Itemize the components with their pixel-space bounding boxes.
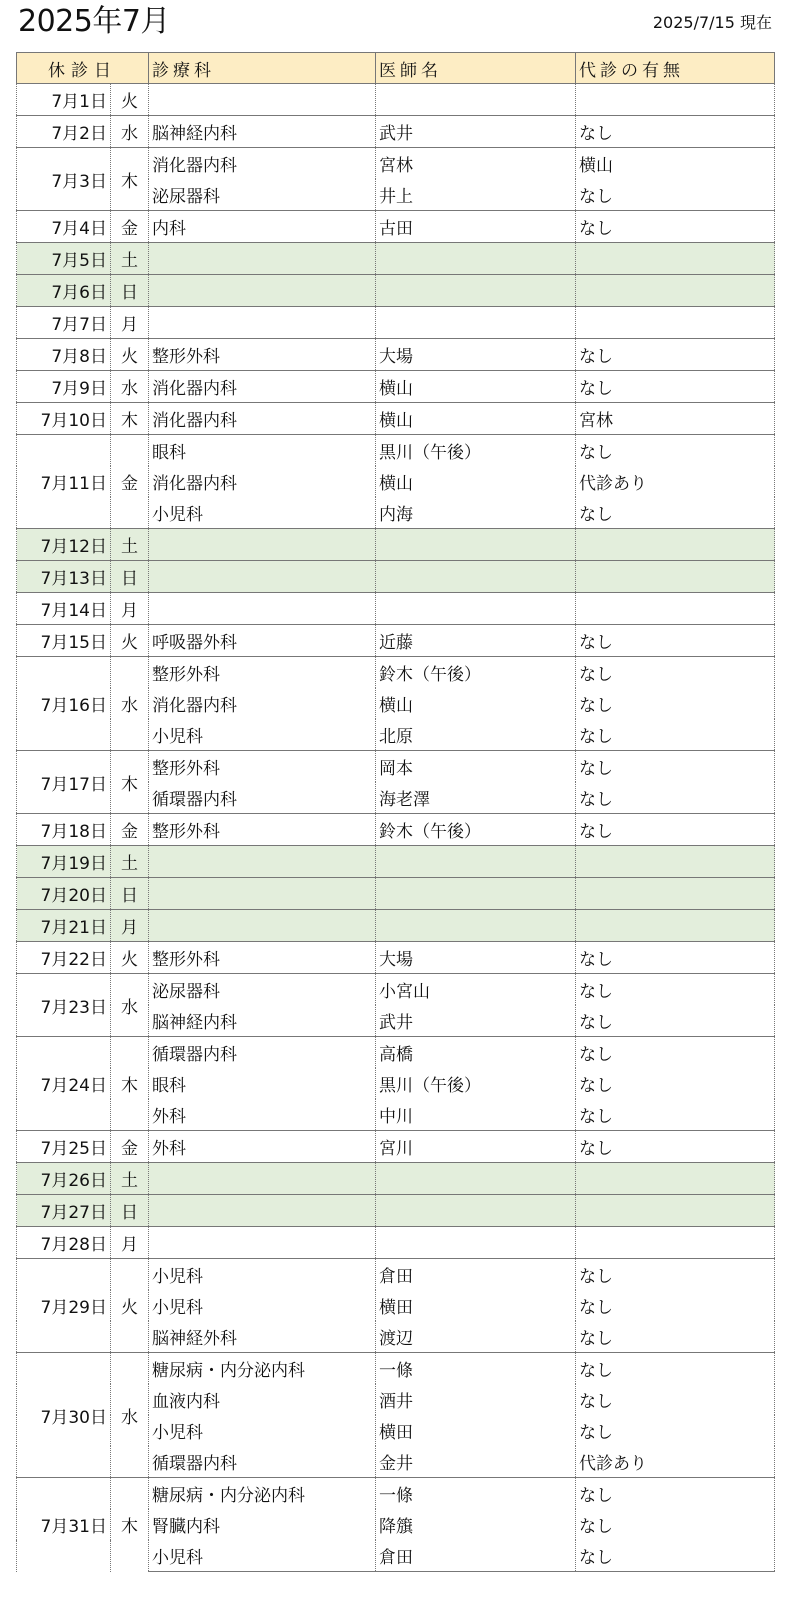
doctor-cell: 大場: [376, 339, 576, 371]
department-cell: 脳神経内科: [149, 1005, 376, 1037]
doctor-cell: 武井: [376, 1005, 576, 1037]
department-cell: 消化器内科: [149, 148, 376, 180]
weekday-cell: 土: [111, 1163, 149, 1195]
department-cell: 消化器内科: [149, 403, 376, 435]
doctor-cell: [376, 593, 576, 625]
doctor-cell: [376, 1227, 576, 1259]
weekday-cell: 金: [111, 1131, 149, 1163]
date-cell: 7月26日: [17, 1163, 111, 1195]
substitute-cell: [576, 846, 775, 878]
date-cell: 7月25日: [17, 1131, 111, 1163]
weekday-cell: 月: [111, 593, 149, 625]
table-row: [17, 878, 775, 910]
substitute-cell: 代診あり: [576, 466, 775, 497]
department-cell: [149, 307, 376, 339]
weekday-cell: 日: [111, 878, 149, 910]
weekday-cell: 水: [111, 657, 149, 751]
substitute-cell: [576, 243, 775, 275]
weekday-cell: 木: [111, 403, 149, 435]
substitute-cell: なし: [576, 657, 775, 689]
table-row: [17, 593, 775, 625]
substitute-cell: なし: [576, 497, 775, 529]
department-cell: 眼科: [149, 435, 376, 467]
table-row: [17, 657, 775, 689]
table-row: [17, 1353, 775, 1385]
weekday-cell: 木: [111, 751, 149, 814]
substitute-cell: なし: [576, 339, 775, 371]
weekday-cell: 水: [111, 371, 149, 403]
department-cell: 消化器内科: [149, 371, 376, 403]
department-cell: 小児科: [149, 1259, 376, 1291]
table-row: [17, 814, 775, 846]
table-row: [17, 1195, 775, 1227]
department-cell: 泌尿器科: [149, 179, 376, 211]
department-cell: 糖尿病・内分泌内科: [149, 1353, 376, 1385]
date-cell: 7月10日: [17, 403, 111, 435]
substitute-cell: [576, 593, 775, 625]
table-row: [17, 529, 775, 561]
substitute-cell: なし: [576, 1353, 775, 1385]
substitute-cell: なし: [576, 1384, 775, 1415]
weekday-cell: 金: [111, 435, 149, 529]
substitute-cell: [576, 910, 775, 942]
doctor-cell: [376, 1163, 576, 1195]
substitute-cell: なし: [576, 1068, 775, 1099]
department-cell: 脳神経外科: [149, 1321, 376, 1353]
department-cell: 循環器内科: [149, 782, 376, 814]
header-closure-day: 休診日: [17, 53, 149, 84]
weekday-cell: 月: [111, 307, 149, 339]
doctor-cell: [376, 275, 576, 307]
table-row: [17, 1259, 775, 1291]
substitute-cell: [576, 878, 775, 910]
table-row: [17, 371, 775, 403]
date-cell: 7月27日: [17, 1195, 111, 1227]
weekday-cell: 水: [111, 974, 149, 1037]
table-row: [17, 1131, 775, 1163]
substitute-cell: なし: [576, 1478, 775, 1510]
department-cell: [149, 275, 376, 307]
weekday-cell: 火: [111, 625, 149, 657]
doctor-cell: 高橋: [376, 1037, 576, 1069]
doctor-cell: 鈴木（午後）: [376, 657, 576, 689]
table-row: [17, 1163, 775, 1195]
department-cell: 外科: [149, 1099, 376, 1131]
weekday-cell: 土: [111, 243, 149, 275]
weekday-cell: 金: [111, 814, 149, 846]
department-cell: 消化器内科: [149, 688, 376, 719]
header-doctor: 医師名: [376, 53, 576, 84]
substitute-cell: 横山: [576, 148, 775, 180]
department-cell: 泌尿器科: [149, 974, 376, 1006]
department-cell: [149, 593, 376, 625]
closure-schedule-table: [16, 52, 775, 1572]
table-row: [17, 625, 775, 657]
date-cell: 7月8日: [17, 339, 111, 371]
doctor-cell: 海老澤: [376, 782, 576, 814]
date-cell: 7月29日: [17, 1259, 111, 1353]
doctor-cell: 内海: [376, 497, 576, 529]
weekday-cell: 月: [111, 910, 149, 942]
doctor-cell: 中川: [376, 1099, 576, 1131]
substitute-cell: なし: [576, 1131, 775, 1163]
doctor-cell: [376, 910, 576, 942]
date-cell: 7月24日: [17, 1037, 111, 1131]
substitute-cell: なし: [576, 1259, 775, 1291]
date-cell: 7月20日: [17, 878, 111, 910]
doctor-cell: 鈴木（午後）: [376, 814, 576, 846]
table-row: [17, 275, 775, 307]
doctor-cell: 降籏: [376, 1509, 576, 1540]
doctor-cell: 岡本: [376, 751, 576, 783]
department-cell: 整形外科: [149, 751, 376, 783]
substitute-cell: 代診あり: [576, 1446, 775, 1478]
substitute-cell: なし: [576, 625, 775, 657]
date-cell: 7月14日: [17, 593, 111, 625]
weekday-cell: 木: [111, 1478, 149, 1572]
substitute-cell: なし: [576, 1509, 775, 1540]
doctor-cell: 大場: [376, 942, 576, 974]
department-cell: 血液内科: [149, 1384, 376, 1415]
substitute-cell: なし: [576, 814, 775, 846]
doctor-cell: 宮川: [376, 1131, 576, 1163]
table-row: [17, 1227, 775, 1259]
table-header-row: [17, 53, 775, 84]
date-cell: 7月23日: [17, 974, 111, 1037]
doctor-cell: 横山: [376, 403, 576, 435]
doctor-cell: 古田: [376, 211, 576, 243]
table-row: [17, 148, 775, 180]
doctor-cell: 横山: [376, 371, 576, 403]
department-cell: 整形外科: [149, 942, 376, 974]
table-row: [17, 435, 775, 467]
substitute-cell: [576, 529, 775, 561]
date-cell: 7月22日: [17, 942, 111, 974]
table-row: [17, 846, 775, 878]
substitute-cell: [576, 1227, 775, 1259]
substitute-cell: なし: [576, 1321, 775, 1353]
department-cell: [149, 1163, 376, 1195]
doctor-cell: 宮林: [376, 148, 576, 180]
department-cell: 整形外科: [149, 657, 376, 689]
weekday-cell: 日: [111, 561, 149, 593]
weekday-cell: 水: [111, 116, 149, 148]
substitute-cell: なし: [576, 1540, 775, 1572]
department-cell: [149, 878, 376, 910]
doctor-cell: [376, 307, 576, 339]
date-cell: 7月2日: [17, 116, 111, 148]
doctor-cell: 横田: [376, 1415, 576, 1446]
department-cell: 循環器内科: [149, 1446, 376, 1478]
doctor-cell: 金井: [376, 1446, 576, 1478]
substitute-cell: なし: [576, 1037, 775, 1069]
department-cell: 脳神経内科: [149, 116, 376, 148]
table-row: [17, 243, 775, 275]
table-row: [17, 942, 775, 974]
date-cell: 7月30日: [17, 1353, 111, 1478]
department-cell: [149, 1195, 376, 1227]
department-cell: [149, 846, 376, 878]
table-row: [17, 84, 775, 116]
substitute-cell: なし: [576, 1415, 775, 1446]
table-row: [17, 307, 775, 339]
table-row: [17, 1037, 775, 1069]
substitute-cell: [576, 275, 775, 307]
department-cell: 小児科: [149, 1290, 376, 1321]
substitute-cell: [576, 561, 775, 593]
doctor-cell: 北原: [376, 719, 576, 751]
substitute-cell: なし: [576, 942, 775, 974]
weekday-cell: 火: [111, 942, 149, 974]
page-title: 2025年7月: [18, 4, 170, 39]
department-cell: [149, 1227, 376, 1259]
substitute-cell: [576, 1163, 775, 1195]
department-cell: 小児科: [149, 719, 376, 751]
date-cell: 7月12日: [17, 529, 111, 561]
department-cell: 整形外科: [149, 339, 376, 371]
date-cell: 7月28日: [17, 1227, 111, 1259]
department-cell: [149, 529, 376, 561]
substitute-cell: 宮林: [576, 403, 775, 435]
table-row: [17, 1478, 775, 1510]
doctor-cell: 近藤: [376, 625, 576, 657]
substitute-cell: なし: [576, 688, 775, 719]
doctor-cell: 渡辺: [376, 1321, 576, 1353]
weekday-cell: 日: [111, 275, 149, 307]
table-body: [17, 84, 775, 1572]
date-cell: 7月21日: [17, 910, 111, 942]
header-substitute: 代診の有無: [576, 53, 775, 84]
date-cell: 7月18日: [17, 814, 111, 846]
doctor-cell: 武井: [376, 116, 576, 148]
doctor-cell: [376, 846, 576, 878]
doctor-cell: 黒川（午後）: [376, 1068, 576, 1099]
table-row: [17, 751, 775, 783]
table-row: [17, 211, 775, 243]
substitute-cell: なし: [576, 1290, 775, 1321]
date-cell: 7月5日: [17, 243, 111, 275]
department-cell: 消化器内科: [149, 466, 376, 497]
weekday-cell: 火: [111, 84, 149, 116]
department-cell: 腎臓内科: [149, 1509, 376, 1540]
department-cell: 呼吸器外科: [149, 625, 376, 657]
table-row: [17, 561, 775, 593]
date-cell: 7月7日: [17, 307, 111, 339]
table-row: [17, 339, 775, 371]
doctor-cell: 一條: [376, 1353, 576, 1385]
substitute-cell: なし: [576, 211, 775, 243]
department-cell: 小児科: [149, 1540, 376, 1572]
doctor-cell: [376, 1195, 576, 1227]
department-cell: 内科: [149, 211, 376, 243]
weekday-cell: 日: [111, 1195, 149, 1227]
substitute-cell: なし: [576, 116, 775, 148]
substitute-cell: なし: [576, 371, 775, 403]
date-cell: 7月3日: [17, 148, 111, 211]
weekday-cell: 木: [111, 1037, 149, 1131]
substitute-cell: なし: [576, 435, 775, 467]
doctor-cell: [376, 561, 576, 593]
department-cell: [149, 561, 376, 593]
date-cell: 7月15日: [17, 625, 111, 657]
substitute-cell: なし: [576, 974, 775, 1006]
substitute-cell: [576, 1195, 775, 1227]
substitute-cell: なし: [576, 719, 775, 751]
department-cell: 糖尿病・内分泌内科: [149, 1478, 376, 1510]
substitute-cell: [576, 307, 775, 339]
substitute-cell: なし: [576, 179, 775, 211]
substitute-cell: なし: [576, 1005, 775, 1037]
doctor-cell: [376, 529, 576, 561]
date-cell: 7月6日: [17, 275, 111, 307]
date-cell: 7月11日: [17, 435, 111, 529]
department-cell: [149, 243, 376, 275]
weekday-cell: 木: [111, 148, 149, 211]
weekday-cell: 金: [111, 211, 149, 243]
substitute-cell: なし: [576, 1099, 775, 1131]
doctor-cell: 倉田: [376, 1540, 576, 1572]
date-cell: 7月19日: [17, 846, 111, 878]
department-cell: 整形外科: [149, 814, 376, 846]
weekday-cell: 火: [111, 339, 149, 371]
date-cell: 7月4日: [17, 211, 111, 243]
table-row: [17, 403, 775, 435]
doctor-cell: 酒井: [376, 1384, 576, 1415]
weekday-cell: 月: [111, 1227, 149, 1259]
date-cell: 7月31日: [17, 1478, 111, 1572]
date-cell: 7月17日: [17, 751, 111, 814]
department-cell: [149, 910, 376, 942]
weekday-cell: 土: [111, 529, 149, 561]
department-cell: 循環器内科: [149, 1037, 376, 1069]
substitute-cell: なし: [576, 782, 775, 814]
doctor-cell: 横田: [376, 1290, 576, 1321]
table-row: [17, 116, 775, 148]
date-cell: 7月1日: [17, 84, 111, 116]
substitute-cell: なし: [576, 751, 775, 783]
doctor-cell: 黒川（午後）: [376, 435, 576, 467]
weekday-cell: 土: [111, 846, 149, 878]
department-cell: 外科: [149, 1131, 376, 1163]
doctor-cell: [376, 878, 576, 910]
weekday-cell: 火: [111, 1259, 149, 1353]
table-row: [17, 910, 775, 942]
department-cell: [149, 84, 376, 116]
weekday-cell: 水: [111, 1353, 149, 1478]
as-of-date: 2025/7/15 現在: [652, 13, 772, 32]
doctor-cell: 井上: [376, 179, 576, 211]
substitute-cell: [576, 84, 775, 116]
doctor-cell: 横山: [376, 688, 576, 719]
date-cell: 7月16日: [17, 657, 111, 751]
doctor-cell: 倉田: [376, 1259, 576, 1291]
department-cell: 小児科: [149, 497, 376, 529]
doctor-cell: [376, 243, 576, 275]
doctor-cell: [376, 84, 576, 116]
department-cell: 眼科: [149, 1068, 376, 1099]
doctor-cell: 一條: [376, 1478, 576, 1510]
date-cell: 7月13日: [17, 561, 111, 593]
date-cell: 7月9日: [17, 371, 111, 403]
doctor-cell: 横山: [376, 466, 576, 497]
header-department: 診療科: [149, 53, 376, 84]
doctor-cell: 小宮山: [376, 974, 576, 1006]
table-row: [17, 974, 775, 1006]
department-cell: 小児科: [149, 1415, 376, 1446]
